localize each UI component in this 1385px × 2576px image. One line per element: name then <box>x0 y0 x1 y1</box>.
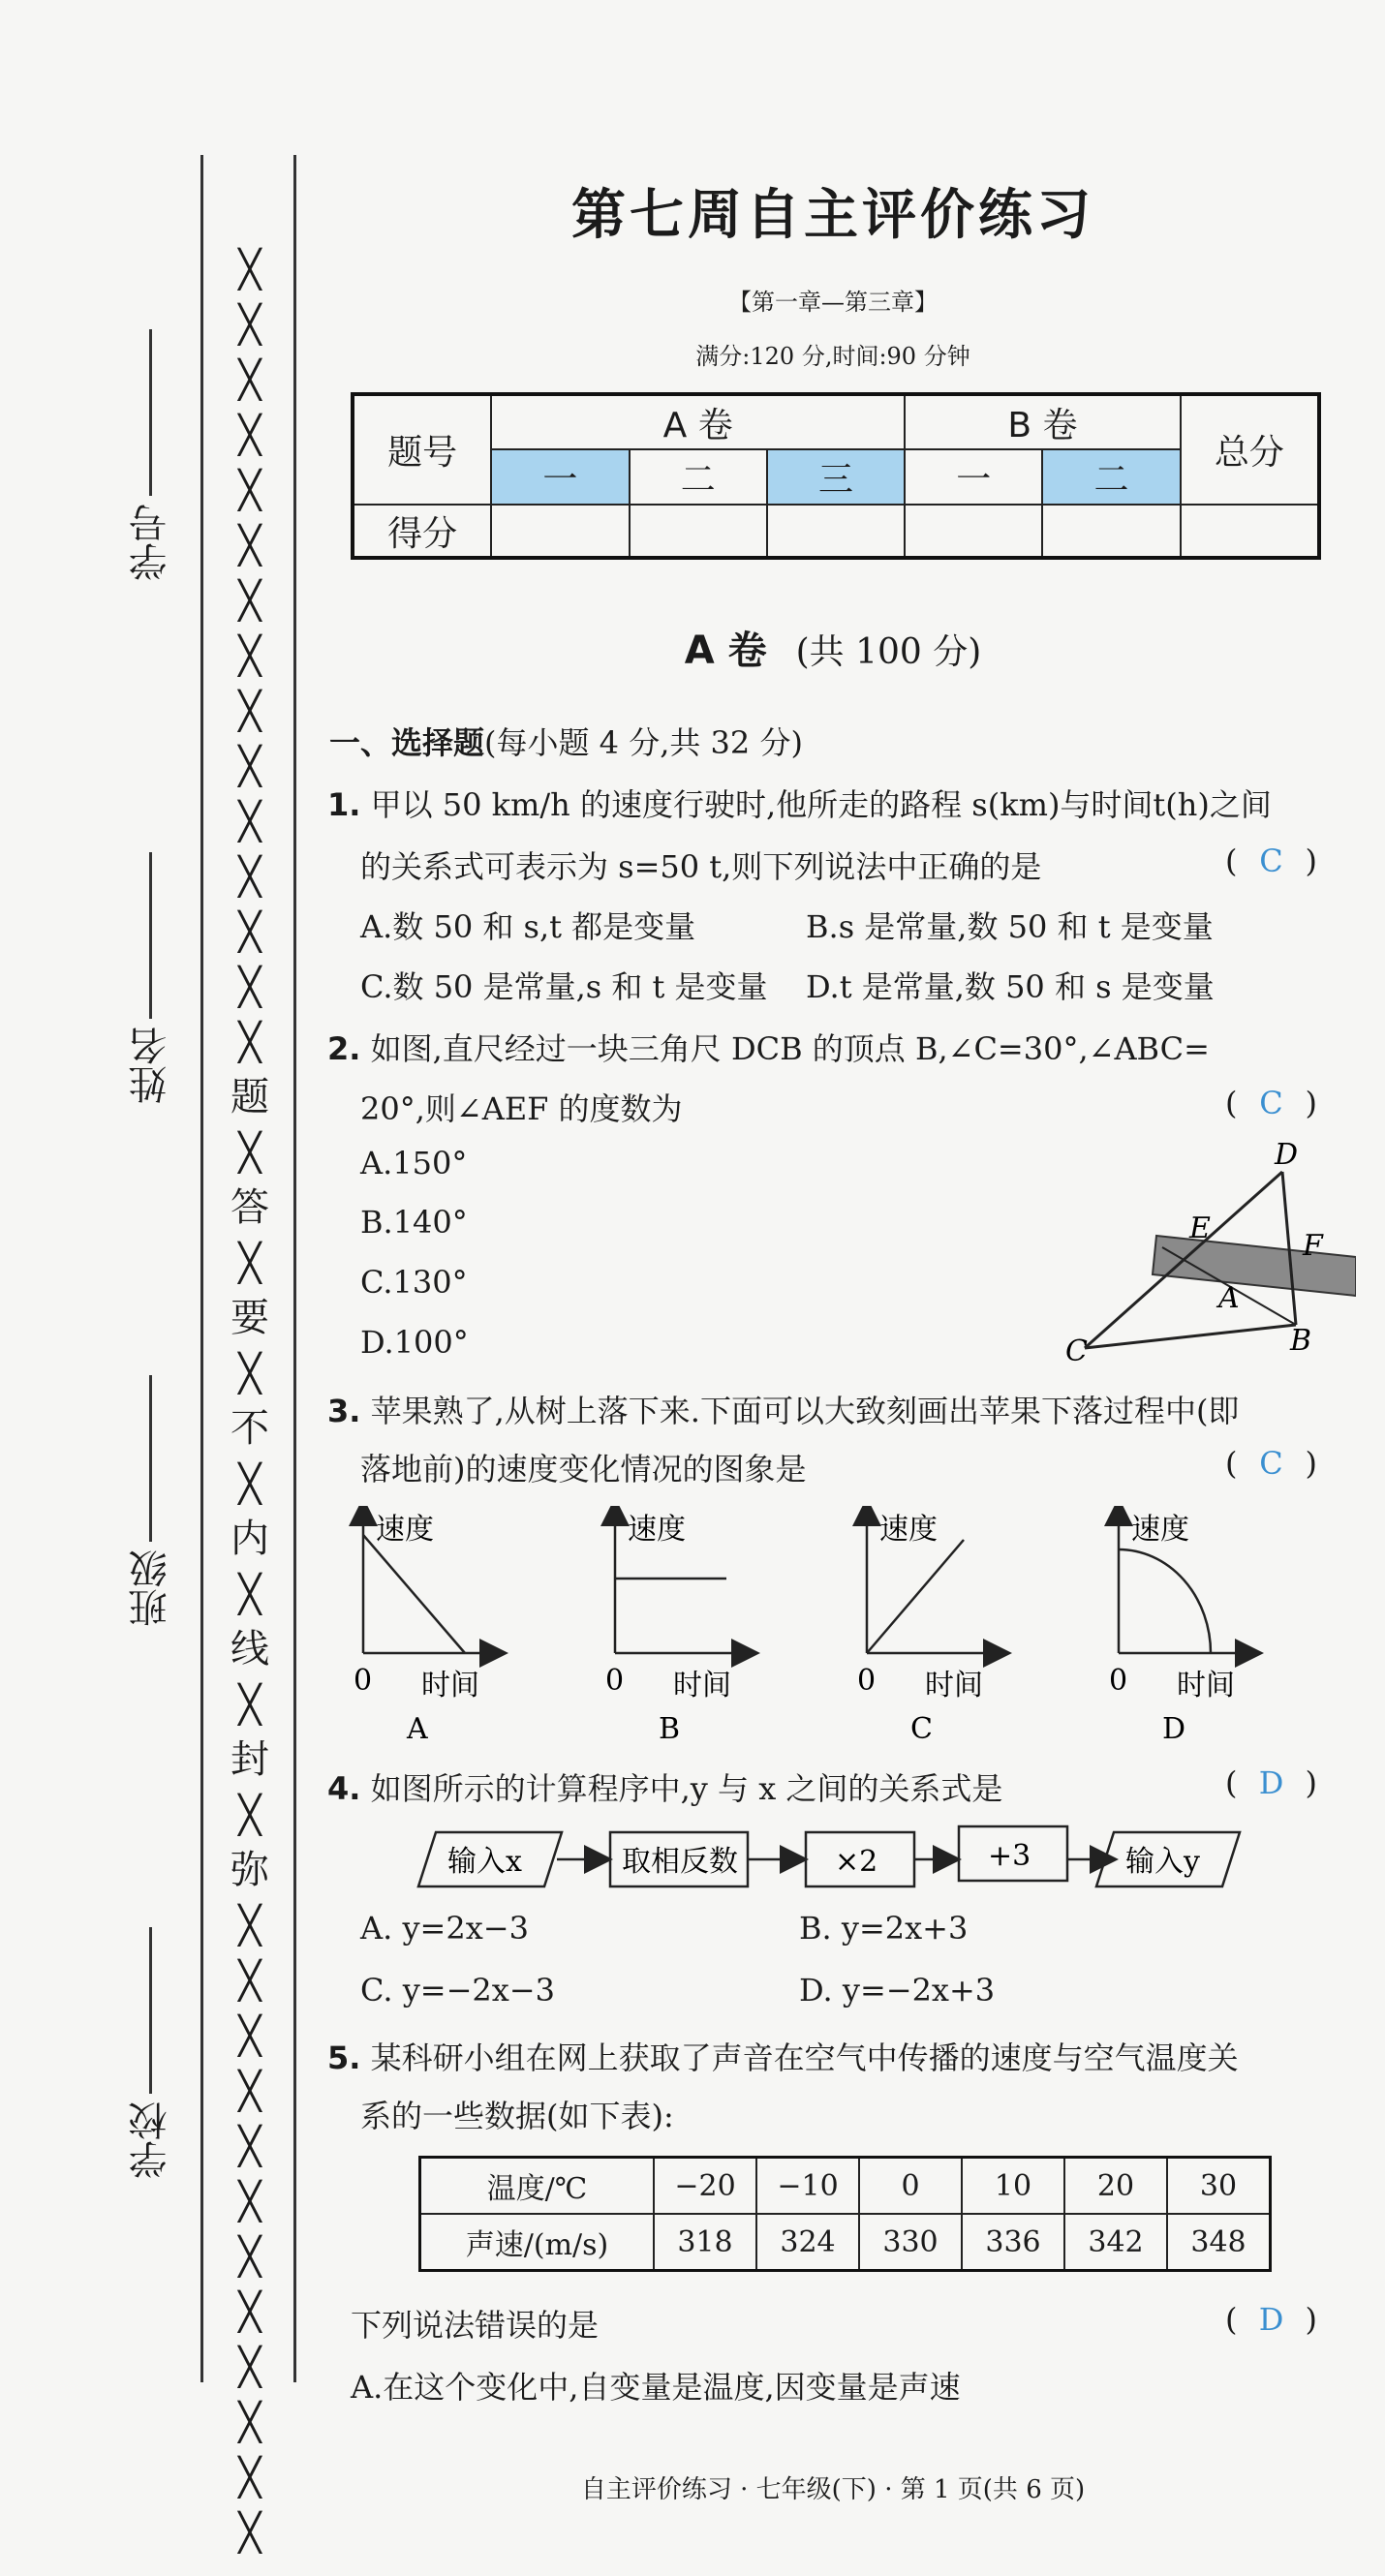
graph-b <box>605 1512 746 1746</box>
q3-line1 <box>327 1387 1239 1431</box>
score-info: 满分:120 分,时间:90 分钟 <box>695 343 970 370</box>
part-header: 一 <box>905 449 1042 505</box>
table-cell: 348 <box>1167 2214 1271 2271</box>
seal-char: 不 <box>231 1406 269 1451</box>
q3-text: 苹果熟了,从树上落下来.下面可以大致刻画出苹果下落过程中(即 <box>370 1393 1240 1429</box>
q1-option-c: C.数 50 是常量,s 和 t 是变量 <box>360 968 768 1005</box>
graph-b-xlabel: 时间 <box>673 1669 731 1702</box>
q5-option-a: A.在这个变化中,自变量是温度,因变量是声速 <box>351 2369 961 2406</box>
graph-a-ylabel: 速度 <box>376 1513 434 1547</box>
fill-line <box>149 1927 152 2094</box>
graph-d-curve <box>1119 1549 1211 1653</box>
section-a-title: A 卷 <box>684 629 767 673</box>
label-c: C <box>1065 1334 1088 1365</box>
flow-negate-label: 取相反数 <box>622 1845 738 1879</box>
page-title: 第七周自主评价练习 <box>571 184 1094 247</box>
table-cell: −10 <box>756 2158 859 2215</box>
graph-d-ylabel: 速度 <box>1131 1513 1189 1547</box>
q4-text: 如图所示的计算程序中,y 与 x 之间的关系式是 <box>370 1770 1003 1807</box>
row-header: 声速/(m/s) <box>420 2214 655 2271</box>
label-b: B <box>1290 1324 1312 1358</box>
score-cell[interactable] <box>630 505 767 558</box>
page-footer: 自主评价练习 · 七年级(下) · 第 1 页(共 6 页) <box>580 2475 1086 2504</box>
q5-number: 5. <box>327 2039 361 2076</box>
q2-figure <box>1065 1143 1356 1365</box>
score-cell[interactable] <box>1181 505 1319 558</box>
graph-d-caption: D <box>1162 1712 1186 1746</box>
label-a: A <box>1218 1281 1240 1315</box>
graph-a-curve <box>363 1535 465 1653</box>
q4-option-a: A. y=2x−3 <box>360 1910 529 1947</box>
q2-text: 如图,直尺经过一块三角尺 DCB 的顶点 B,∠C=30°,∠ABC= <box>370 1030 1210 1067</box>
part-header: 三 <box>767 449 905 505</box>
q2-option-a: A.150° <box>360 1145 468 1181</box>
q4-number: 4. <box>327 1770 361 1807</box>
q2-option-b: B.140° <box>360 1204 468 1241</box>
q5-prompt: 下列说法错误的是 <box>351 2307 600 2344</box>
field-label: 班级 <box>128 1549 173 1627</box>
q1-option-d: D.t 是常量,数 50 和 s 是变量 <box>806 968 1215 1005</box>
section-a-heading <box>349 620 1317 675</box>
section-a-note: (共 100 分) <box>795 632 982 672</box>
flow-times-two-label: ×2 <box>835 1845 878 1879</box>
graph-b-origin: 0 <box>605 1664 625 1698</box>
score-cell[interactable] <box>491 505 629 558</box>
q1-text: 甲以 50 km/h 的速度行驶时,他所走的路程 s(km)与时间t(h)之间 <box>370 786 1272 823</box>
row-header: 温度/℃ <box>420 2158 655 2215</box>
q2-line2: 20°,则∠AEF 的度数为 <box>360 1090 683 1127</box>
paper-b-header: B 卷 <box>905 394 1181 449</box>
graph-c-origin: 0 <box>857 1664 877 1698</box>
graph-d-origin: 0 <box>1109 1664 1128 1698</box>
q2-number: 2. <box>327 1030 361 1067</box>
label-f: F <box>1303 1229 1323 1263</box>
q2-answer: ( C ) <box>1225 1085 1317 1121</box>
ruler-shape <box>1153 1236 1356 1296</box>
score-cell[interactable] <box>767 505 905 558</box>
field-label: 姓名 <box>128 1027 173 1104</box>
q4-option-d: D. y=−2x+3 <box>799 1972 996 2009</box>
flow-plus-three-label: +3 <box>988 1839 1031 1873</box>
seal-char: 弥 <box>231 1848 269 1892</box>
q5-answer-letter: D <box>1258 2301 1284 2338</box>
field-class[interactable] <box>116 1375 184 1627</box>
triangle-side-cb <box>1085 1325 1296 1348</box>
fill-line <box>149 329 152 496</box>
score-cell[interactable] <box>905 505 1042 558</box>
q4-answer: ( D ) <box>1225 1764 1317 1801</box>
part-header: 二 <box>630 449 767 505</box>
table-cell: 324 <box>756 2214 859 2271</box>
row-label: 题号 <box>353 394 491 505</box>
q4-answer-letter: D <box>1258 1764 1284 1801</box>
total-header: 总分 <box>1181 394 1319 505</box>
table-cell: 10 <box>962 2158 1064 2215</box>
q5-line2: 系的一些数据(如下表): <box>360 2098 674 2134</box>
q2-option-c: C.130° <box>360 1264 468 1301</box>
field-name[interactable] <box>116 852 184 1104</box>
margin-line-outer <box>200 155 203 2382</box>
q3-graphs <box>329 1506 1337 1748</box>
table-row <box>420 2158 1271 2215</box>
graph-b-caption: B <box>659 1712 681 1746</box>
seal-char: 线 <box>231 1627 269 1671</box>
table-cell: 318 <box>654 2214 756 2271</box>
graph-d <box>1109 1512 1249 1746</box>
q1-option-a: A.数 50 和 s,t 都是变量 <box>360 908 696 945</box>
graph-c-xlabel: 时间 <box>925 1669 983 1702</box>
table-cell: 342 <box>1064 2214 1167 2271</box>
part-header: 一 <box>491 449 629 505</box>
graph-c-caption: C <box>910 1712 933 1746</box>
graph-a <box>354 1512 494 1746</box>
q5-text: 某科研小组在网上获取了声音在空气中传播的速度与空气温度关 <box>370 2039 1239 2076</box>
label-e: E <box>1189 1211 1211 1245</box>
seal-char: 封 <box>231 1737 269 1782</box>
field-student-id[interactable] <box>116 329 184 581</box>
part1-note: (每小题 4 分,共 32 分) <box>484 724 803 761</box>
q1-answer-letter: C <box>1259 843 1283 879</box>
graph-c-curve <box>867 1540 964 1653</box>
flow-output-y-label: 输入y <box>1125 1845 1200 1879</box>
q5-answer: ( D ) <box>1225 2301 1317 2338</box>
graph-d-xlabel: 时间 <box>1177 1669 1235 1702</box>
table-cell: 20 <box>1064 2158 1167 2215</box>
q1-line2: 的关系式可表示为 s=50 t,则下列说法中正确的是 <box>360 848 1042 885</box>
graph-a-caption: A <box>407 1712 428 1746</box>
graph-a-origin: 0 <box>354 1664 373 1698</box>
table-cell: 0 <box>859 2158 962 2215</box>
table-cell: 336 <box>962 2214 1064 2271</box>
label-d: D <box>1275 1143 1299 1172</box>
part1-title: 一、选择题 <box>329 724 485 761</box>
chapter-range: 【第一章—第三章】 <box>728 289 938 316</box>
seal-char: 答 <box>231 1185 269 1230</box>
score-table <box>351 392 1321 560</box>
score-cell[interactable] <box>1042 505 1180 558</box>
q3-line2: 落地前)的速度变化情况的图象是 <box>360 1451 807 1487</box>
q5-data-table <box>418 2156 1272 2272</box>
q2-answer-letter: C <box>1259 1085 1283 1121</box>
table-cell: −20 <box>654 2158 756 2215</box>
q1-line1 <box>327 781 1272 825</box>
q3-answer: ( C ) <box>1225 1445 1317 1482</box>
q4-option-b: B. y=2x+3 <box>799 1910 969 1947</box>
seal-line-column: ╳ ╳ ╳ ╳ ╳ ╳ ╳ ╳ ╳ ╳ ╳ ╳ ╳ ╳ ╳ 题 ╳ 答 ╳ 要 ╳ 不 ╳ 内 ╳ 线 ╳ 封 ╳ 弥 ╳ ╳ ╳ ╳ ╳ ╳ ╳ ╳ ╳ ╳ ╳ ╳ <box>231 248 269 2554</box>
q1-option-b: B.s 是常量,数 50 和 t 是变量 <box>806 908 1214 945</box>
field-label: 学号 <box>128 504 173 581</box>
margin-line-inner <box>293 155 296 2382</box>
field-school[interactable] <box>116 1927 184 2179</box>
q4-line1 <box>327 1764 1002 1809</box>
q4-flowchart <box>416 1821 1249 1898</box>
seal-char: 题 <box>231 1075 269 1119</box>
q1-number: 1. <box>327 786 361 823</box>
graph-c <box>857 1512 998 1746</box>
graph-a-xlabel: 时间 <box>421 1669 479 1702</box>
seal-char: 内 <box>231 1517 269 1561</box>
q5-line1 <box>327 2034 1239 2078</box>
flow-input-x-label: 输入x <box>447 1845 522 1879</box>
table-cell: 30 <box>1167 2158 1271 2215</box>
seal-char: 要 <box>231 1296 269 1340</box>
part1-heading <box>329 719 803 763</box>
paper-a-header: A 卷 <box>491 394 905 449</box>
q3-answer-letter: C <box>1259 1445 1283 1482</box>
q2-line1 <box>327 1025 1210 1069</box>
field-label: 学校 <box>128 2101 173 2179</box>
row-label: 得分 <box>353 505 491 558</box>
q2-option-d: D.100° <box>360 1324 469 1361</box>
graph-c-ylabel: 速度 <box>879 1513 938 1547</box>
q3-number: 3. <box>327 1393 361 1429</box>
table-row <box>420 2214 1271 2271</box>
fill-line <box>149 852 152 1019</box>
triangle-side-db <box>1282 1172 1296 1325</box>
fill-line <box>149 1375 152 1542</box>
q4-option-c: C. y=−2x−3 <box>360 1972 555 2009</box>
q1-answer: ( C ) <box>1225 843 1317 879</box>
graph-b-ylabel: 速度 <box>628 1513 686 1547</box>
table-cell: 330 <box>859 2214 962 2271</box>
part-header: 二 <box>1042 449 1180 505</box>
